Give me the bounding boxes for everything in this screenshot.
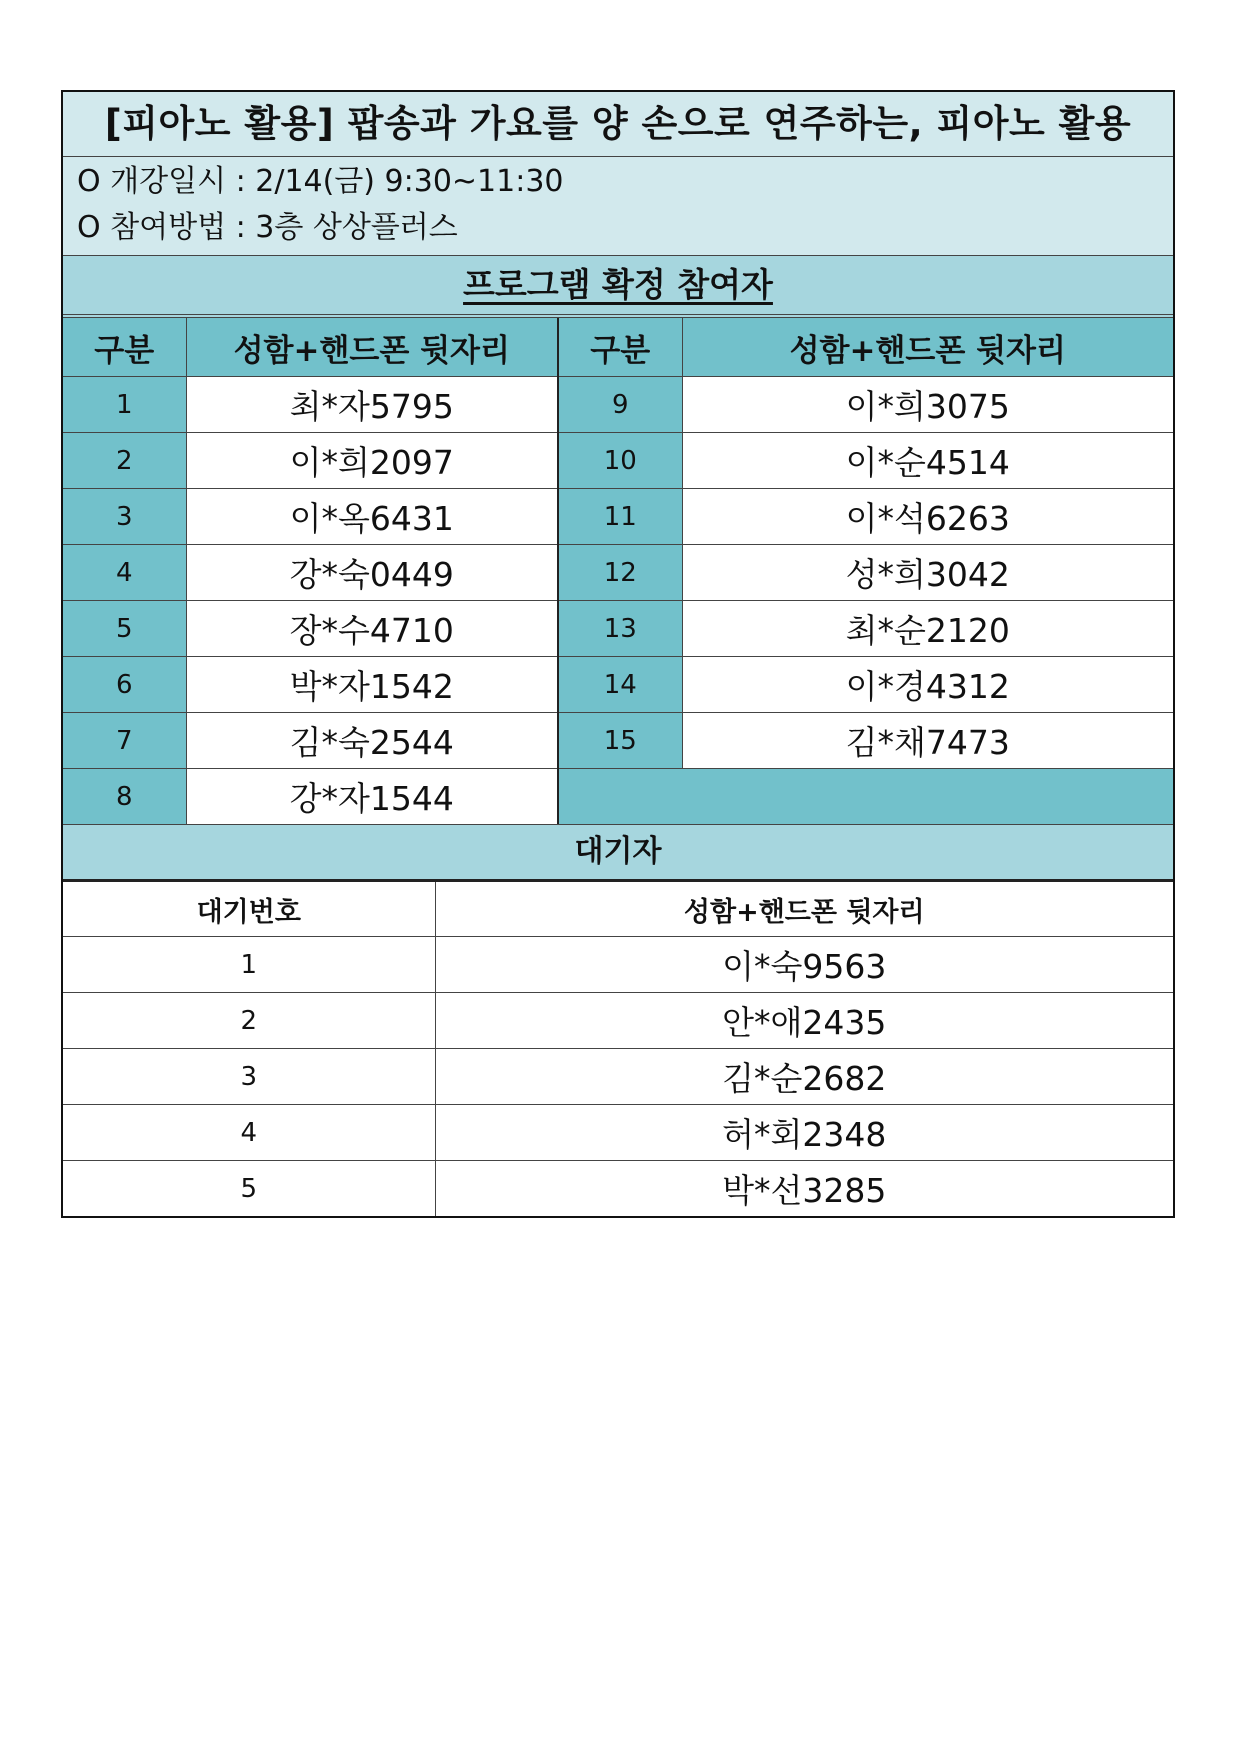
- participant-name: 강*자1544: [186, 769, 558, 825]
- confirmed-heading: [63, 256, 1173, 318]
- wait-number: 5: [63, 1161, 435, 1217]
- row-number: 3: [63, 489, 186, 545]
- participant-name: 이*경4312: [682, 657, 1173, 713]
- table-row: [63, 769, 1173, 825]
- schedule-line: O 개강일시 : 2/14(금) 9:30~11:30: [77, 164, 564, 199]
- table-row: [63, 657, 1173, 713]
- waiting-name: 허*회2348: [435, 1105, 1173, 1161]
- participant-name: 박*자1542: [186, 657, 558, 713]
- waiting-header-row: [63, 882, 1173, 937]
- participant-name: 성*희3042: [682, 545, 1173, 601]
- row-number: 11: [558, 489, 682, 545]
- program-info: [63, 157, 1173, 256]
- participant-name: 최*순2120: [682, 601, 1173, 657]
- row-number: 1: [63, 377, 186, 433]
- empty-cell: [558, 769, 1173, 825]
- location-line: O 참여방법 : 3층 상상플러스: [77, 210, 458, 245]
- table-row: [63, 545, 1173, 601]
- table-row: [63, 489, 1173, 545]
- table-row: [63, 1161, 1173, 1217]
- table-row: [63, 377, 1173, 433]
- wait-number: 1: [63, 937, 435, 993]
- participant-name: 이*옥6431: [186, 489, 558, 545]
- program-notice: [61, 90, 1175, 1218]
- row-number: 8: [63, 769, 186, 825]
- row-number: 14: [558, 657, 682, 713]
- confirmed-table: [63, 318, 1173, 824]
- row-number: 15: [558, 713, 682, 769]
- waiting-heading: 대기자: [63, 824, 1173, 882]
- row-number: 7: [63, 713, 186, 769]
- participant-name: 최*자5795: [186, 377, 558, 433]
- participant-name: 장*수4710: [186, 601, 558, 657]
- participant-name: 김*숙2544: [186, 713, 558, 769]
- table-row: [63, 1105, 1173, 1161]
- waiting-table: [63, 882, 1173, 1216]
- row-number: 12: [558, 545, 682, 601]
- page-title: [피아노 활용] 팝송과 가요를 양 손으로 연주하는, 피아노 활용: [63, 92, 1173, 157]
- table-row: [63, 993, 1173, 1049]
- col-header-name: 성함+핸드폰 뒷자리: [435, 882, 1173, 937]
- participant-name: 강*숙0449: [186, 545, 558, 601]
- participant-name: 이*순4514: [682, 433, 1173, 489]
- table-row: [63, 937, 1173, 993]
- table-row: [63, 433, 1173, 489]
- table-row: [63, 1049, 1173, 1105]
- confirmed-header-row: [63, 318, 1173, 377]
- row-number: 10: [558, 433, 682, 489]
- row-number: 4: [63, 545, 186, 601]
- participant-name: 이*희2097: [186, 433, 558, 489]
- participant-name: 이*희3075: [682, 377, 1173, 433]
- waiting-name: 박*선3285: [435, 1161, 1173, 1217]
- confirmed-heading-text: 프로그램 확정 참여자: [463, 265, 773, 304]
- row-number: 2: [63, 433, 186, 489]
- participant-name: 김*채7473: [682, 713, 1173, 769]
- waiting-name: 안*애2435: [435, 993, 1173, 1049]
- col-header-name: 성함+핸드폰 뒷자리: [682, 318, 1173, 377]
- col-header-name: 성함+핸드폰 뒷자리: [186, 318, 558, 377]
- row-number: 13: [558, 601, 682, 657]
- col-header-num: 구분: [558, 318, 682, 377]
- waiting-name: 김*순2682: [435, 1049, 1173, 1105]
- row-number: 6: [63, 657, 186, 713]
- waiting-name: 이*숙9563: [435, 937, 1173, 993]
- col-header-num: 구분: [63, 318, 186, 377]
- table-row: [63, 713, 1173, 769]
- col-header-wait-num: 대기번호: [63, 882, 435, 937]
- table-row: [63, 601, 1173, 657]
- wait-number: 3: [63, 1049, 435, 1105]
- row-number: 5: [63, 601, 186, 657]
- participant-name: 이*석6263: [682, 489, 1173, 545]
- wait-number: 2: [63, 993, 435, 1049]
- row-number: 9: [558, 377, 682, 433]
- wait-number: 4: [63, 1105, 435, 1161]
